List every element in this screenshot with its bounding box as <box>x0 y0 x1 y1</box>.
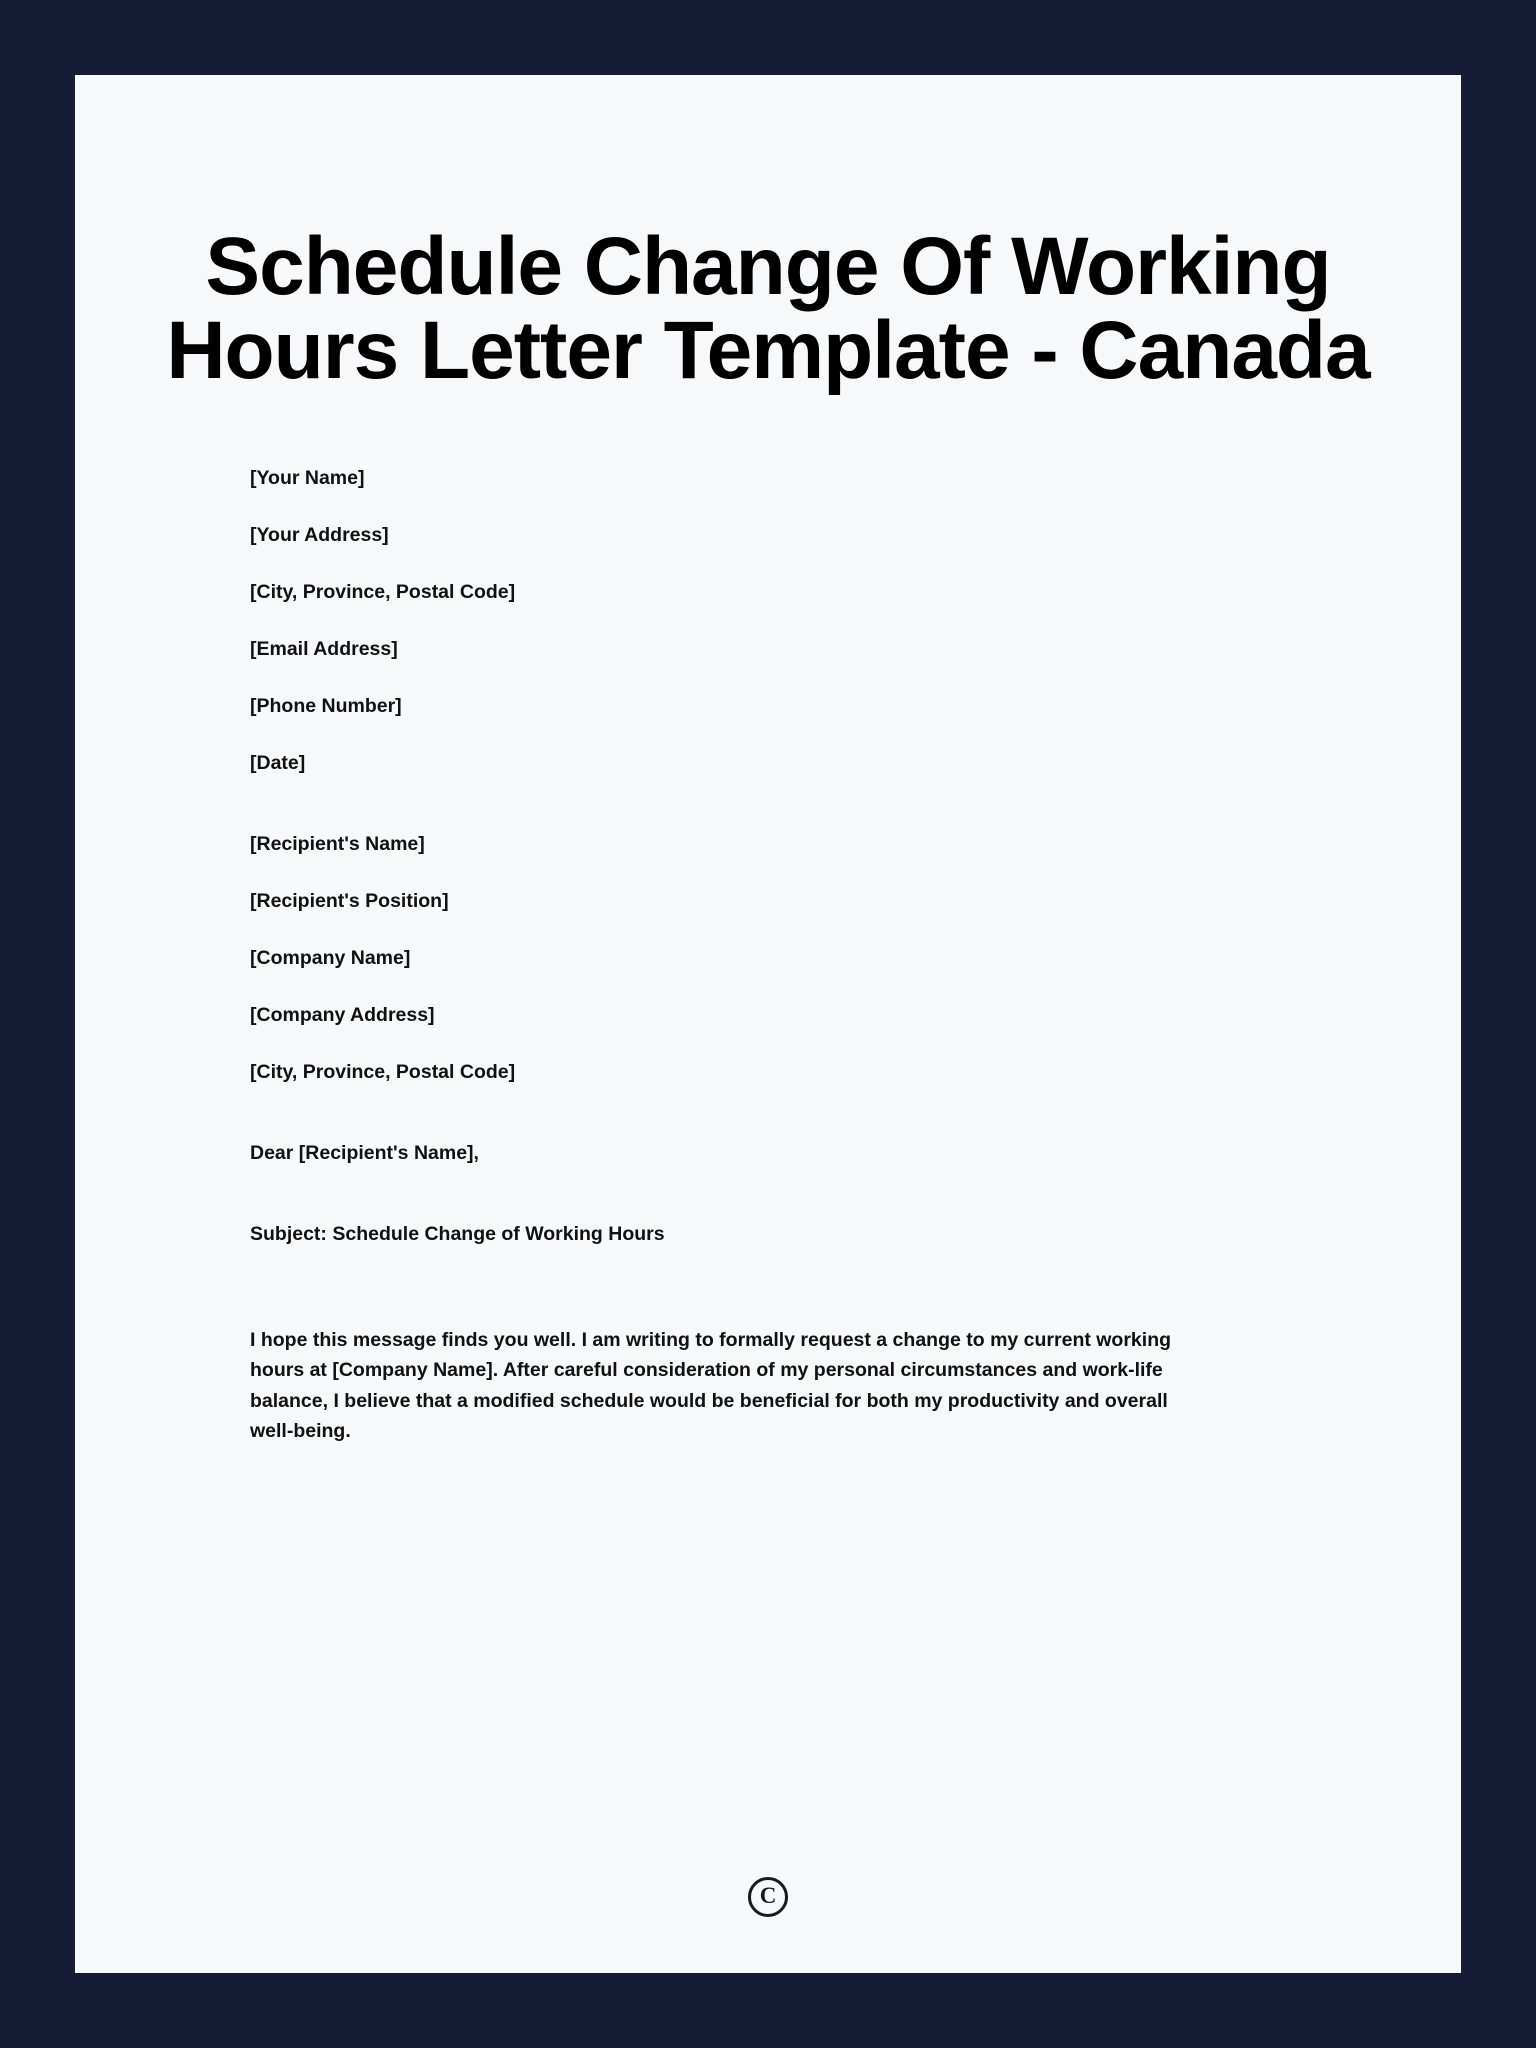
sender-line-phone: [Phone Number] <box>250 695 402 718</box>
body-paragraph-1: I hope this message finds you well. I am writing to formally request a change to my current working hours at [Company Name]. After careful consideration of my personal circumstances and work-life balance, I believe that a modified schedule would be beneficial for both my productivity and overall well-being. <box>250 1329 1172 1442</box>
sender-line-date: [Date] <box>250 752 306 775</box>
copyright-icon: C <box>748 1877 788 1917</box>
recipient-line-company-address: [Company Address] <box>250 1004 435 1027</box>
subject-line: Subject: Schedule Change of Working Hours <box>250 1223 665 1246</box>
sender-line-email: [Email Address] <box>250 638 398 661</box>
page-title: Schedule Change Of Working Hours Letter Template - Canada <box>166 221 1370 396</box>
block-spacer-1 <box>250 806 1321 830</box>
sender-line-address: [Your Address] <box>250 524 389 547</box>
block-spacer-4 <box>250 1277 1321 1325</box>
recipient-line-company: [Company Name] <box>250 947 411 970</box>
recipient-line-city: [City, Province, Postal Code] <box>250 1061 516 1084</box>
document-page <box>75 75 1461 1973</box>
sender-line-name: [Your Name] <box>250 467 365 490</box>
recipient-line-position: [Recipient's Position] <box>250 890 449 913</box>
salutation: Dear [Recipient's Name], <box>250 1142 479 1165</box>
sender-line-city: [City, Province, Postal Code] <box>250 581 516 604</box>
letter-body <box>75 464 1461 1446</box>
block-spacer-2 <box>250 1115 1321 1139</box>
footer <box>75 1877 1461 1917</box>
recipient-line-name: [Recipient's Name] <box>250 833 425 856</box>
block-spacer-3 <box>250 1196 1321 1220</box>
